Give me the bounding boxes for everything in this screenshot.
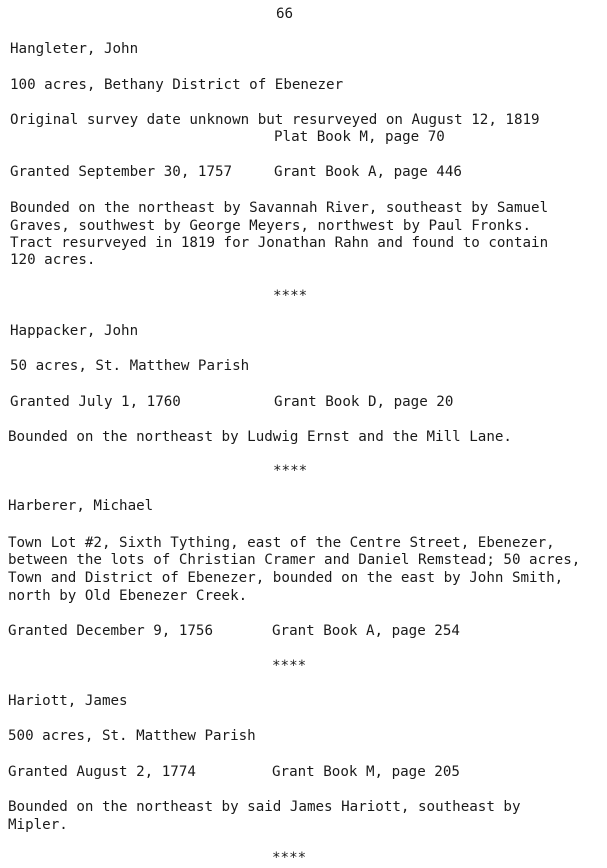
entry-grant-date: Granted July 1, 1760 (10, 394, 181, 410)
entry-bounds-line: Mipler. (8, 817, 68, 833)
entry-name: Harberer, Michael (8, 498, 154, 514)
separator: **** (272, 850, 307, 866)
entry-name: Hariott, James (8, 693, 128, 709)
separator: **** (273, 463, 308, 479)
entry-grant-book: Grant Book D, page 20 (274, 394, 454, 410)
page-number: 66 (276, 6, 294, 22)
entry-tract: 100 acres, Bethany District of Ebenezer (10, 77, 344, 93)
entry-grant-date: Granted August 2, 1774 (8, 764, 196, 780)
entry-bounds-line: Bounded on the northeast by Savannah River, southeast by Samuel (10, 200, 549, 216)
entry-grant-date: Granted December 9, 1756 (8, 623, 213, 639)
entry-tract-line: north by Old Ebenezer Creek. (8, 588, 248, 604)
entry-grant-book: Grant Book A, page 446 (274, 164, 462, 180)
separator: **** (272, 658, 307, 674)
entry-tract: 50 acres, St. Matthew Parish (10, 358, 250, 374)
entry-tract: 500 acres, St. Matthew Parish (8, 728, 256, 744)
entry-bounds-line: 120 acres. (10, 252, 96, 268)
entry-grant-book: Grant Book M, page 205 (272, 764, 460, 780)
entry-tract-line: Town and District of Ebenezer, bounded on the east by John Smith, (8, 570, 564, 586)
entry-bounds-line: Bounded on the northeast by Ludwig Ernst and the Mill Lane. (8, 429, 512, 445)
entry-grant-book: Grant Book A, page 254 (272, 623, 460, 639)
entry-grant-date: Granted September 30, 1757 (10, 164, 233, 180)
entry-tract-line: Town Lot #2, Sixth Tything, east of the Centre Street, Ebenezer, (8, 535, 555, 551)
entry-name: Hangleter, John (10, 41, 139, 57)
entry-survey-plat: Plat Book M, page 70 (274, 129, 445, 145)
entry-name: Happacker, John (10, 323, 139, 339)
entry-bounds-line: Tract resurveyed in 1819 for Jonathan Rahn and found to contain (10, 235, 549, 251)
entry-bounds-line: Bounded on the northeast by said James Hariott, southeast by (8, 799, 521, 815)
entry-bounds-line: Graves, southwest by George Meyers, northwest by Paul Fronks. (10, 218, 532, 234)
entry-survey-line: Original survey date unknown but resurveyed on August 12, 1819 (10, 112, 540, 128)
separator: **** (273, 288, 308, 304)
entry-tract-line: between the lots of Christian Cramer and Daniel Remstead; 50 acres, (8, 552, 581, 568)
